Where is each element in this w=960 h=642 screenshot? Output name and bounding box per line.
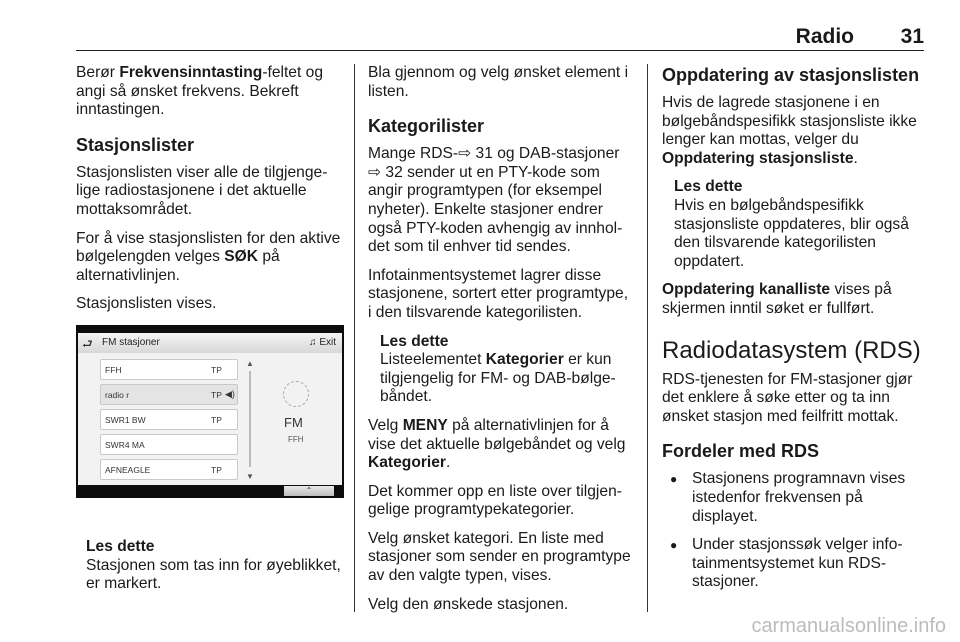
paragraph-channel-update: Oppdatering kanalliste vises på skjermen inntil søket er fullført.	[662, 281, 892, 317]
watermark: carmanualsonline.info	[751, 615, 946, 637]
paragraph-browse: Bla gjennom og velg ønsket element i listen.	[368, 64, 629, 100]
list-item: ● Stasjonens programnavn vises istedenfor frekvensen på displayet.	[662, 470, 928, 526]
note-box: Les dette Listeelementet Kategorier er kun tilgjengelig for FM- og DAB-bølgebåndet.	[380, 332, 616, 406]
exit-button: ♫ Exit	[309, 337, 336, 348]
benefits-list	[662, 470, 928, 592]
current-station-label: FFH	[288, 435, 304, 444]
figure-note	[86, 538, 348, 594]
reference-arrow-icon: ⇨	[368, 163, 382, 181]
chevron-down-icon: ▼	[246, 472, 254, 481]
column-1	[76, 64, 344, 324]
back-icon: ⮐	[82, 337, 93, 351]
paragraph-list-shown: Stasjonslisten vises.	[76, 295, 217, 313]
heading-rds: Radiodatasystem (RDS)	[662, 336, 921, 364]
column-3	[662, 64, 928, 602]
screenshot-header	[78, 333, 342, 353]
list-item: SWR1 BW TP	[100, 409, 238, 430]
paragraph-storage: Infotainmentsystemet lagrer disse stasjonene, sortert etter programtype, i den tilsvarende kategorilisten.	[368, 266, 629, 321]
tuner-dial-icon	[283, 381, 309, 407]
paragraph-update: Hvis de lagrede stasjonene i en bølgebåndspesifikk stasjonsliste ikke lenger kan mottas, velger du Oppdatering stasjonsliste.	[662, 94, 917, 167]
paragraph-select-station: Velg den ønskede stasjonen.	[368, 595, 569, 613]
list-item: SWR4 MA	[100, 434, 238, 455]
heading-rds-benefits: Fordeler med RDS	[662, 441, 820, 462]
heading-update-list: Oppdatering av stasjonslisten	[662, 65, 920, 85]
station-list	[100, 359, 238, 484]
heading-station-lists: Stasjonslister	[76, 134, 195, 155]
note-text: Stasjonen som tas inn for øyeblikket, er markert.	[86, 556, 341, 593]
paragraph-show-station-list: For å vise stasjonslisten for den aktive bølgelengden velges SØK på alternativlinjen.	[76, 229, 341, 284]
chevron-up-icon: ▲	[246, 359, 254, 368]
paragraph-station-list-intro: Stasjonslisten viser alle de tilgjengelige radiostasjonene i det aktuelle mottaksområdet.	[76, 163, 328, 218]
page-header	[76, 22, 924, 51]
paragraph-pty: Mange RDS-⇨ 31 og DAB-stasjoner ⇨ 32 sender ut en PTY-kode som angir programtypen (for eksempel nyheter). Enkelte stasjoner endrer også PTY-koden avhengig av innholdet som til enhver tid sendes.	[368, 145, 623, 256]
note-box: Les dette Hvis en bølgebåndspesifikk stasjonsliste oppdateres, blir også den tilsvarende kategorilisten oppdatert.	[674, 178, 909, 270]
music-note-icon: ♫	[309, 337, 317, 348]
column-divider	[647, 64, 648, 612]
note-title: Les dette	[86, 538, 155, 555]
paragraph-select-category: Velg ønsket kategori. En liste med stasjoner som sender en programtype av den valgte typen, vises.	[368, 529, 631, 585]
list-item: radio r TP ◀)	[100, 384, 238, 405]
list-item: ● Under stasjonssøk velger infotainmentsystemet kun RDS-stasjoner.	[662, 536, 928, 592]
reference-arrow-icon: ⇨	[458, 145, 472, 163]
screenshot-title: FM stasjoner	[102, 337, 160, 348]
chevron-up-icon: ⌃	[284, 486, 334, 496]
paragraph-frequency-input: Berør Frekvensinntasting-feltet og angi så ønsket frekvens. Bekreft inntastingen.	[76, 64, 323, 119]
page-title: Radio	[795, 25, 854, 48]
station-list-screenshot	[76, 325, 344, 498]
column-2	[368, 64, 634, 624]
paragraph-rds: RDS-tjenesten for FM-stasjoner gjør det enklere å søke etter og ta inn ønsket stasjon med feilfritt mottak.	[662, 370, 913, 425]
speaker-icon: ◀)	[225, 389, 235, 399]
paragraph-select-menu: Velg MENY på alternativlinjen for å vise det aktuelle bølgebåndet og velg Kategorier.	[368, 416, 626, 472]
paragraph-category-list: Det kommer opp en liste over tilgjengelige programtypekategorier.	[368, 482, 622, 519]
band-label: FM	[284, 415, 303, 430]
screenshot-body	[78, 353, 342, 485]
page-number: 31	[900, 25, 924, 48]
heading-category-lists: Kategorilister	[368, 116, 485, 137]
column-divider	[354, 64, 355, 612]
list-item: AFNEAGLE TP	[100, 459, 238, 480]
list-item: FFH TP	[100, 359, 238, 380]
scrollbar	[246, 359, 254, 481]
